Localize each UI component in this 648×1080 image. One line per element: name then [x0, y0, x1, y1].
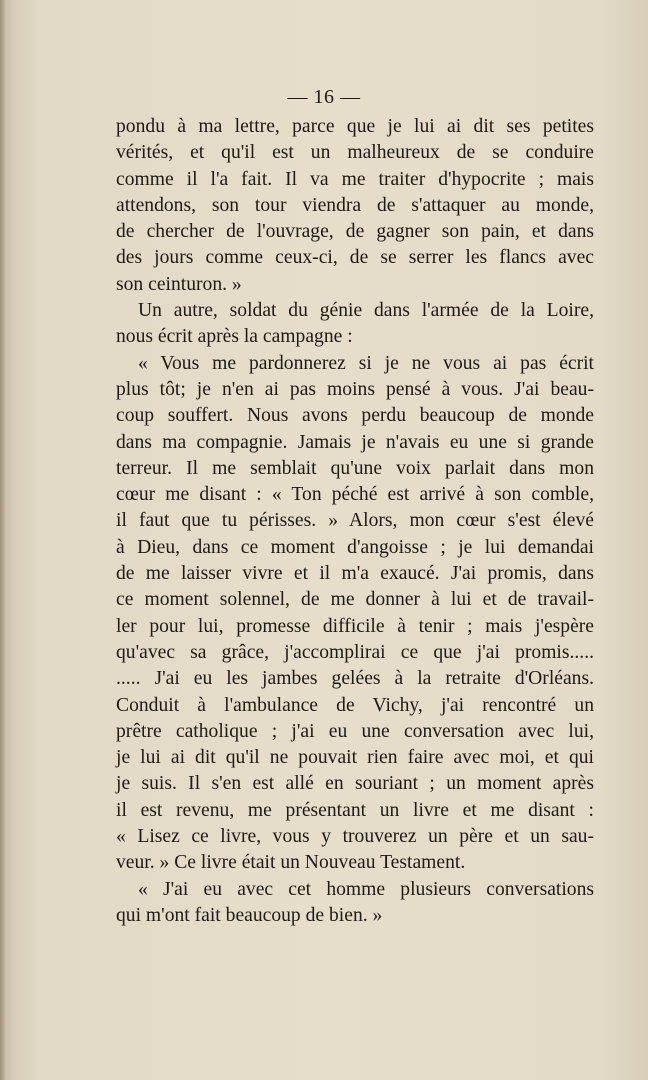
- text-line: il faut que tu périsses. » Alors, mon cœur s'est élevé: [116, 510, 594, 532]
- text-line: son ceinturon. »: [116, 273, 242, 295]
- text-line: qui m'ont fait beaucoup de bien. »: [116, 904, 383, 926]
- text-line: Conduit à l'ambulance de Vichy, j'ai rencontré un: [116, 694, 594, 716]
- text-line: je suis. Il s'en est allé en souriant ; un moment après: [116, 773, 594, 795]
- text-line: « Lisez ce livre, vous y trouverez un père et un sau-: [116, 826, 594, 848]
- text-line: Un autre, soldat du génie dans l'armée de la Loire,: [138, 300, 594, 322]
- text-line: coup souffert. Nous avons perdu beaucoup de monde: [116, 405, 594, 427]
- text-line: qu'avec sa grâce, j'accomplirai ce que j'ai promis.....: [116, 641, 594, 663]
- text-line: « Vous me pardonnerez si je ne vous ai pas écrit: [138, 352, 594, 374]
- text-line: ler pour lui, promesse difficile à tenir ; mais j'espère: [116, 615, 594, 637]
- text-line: comme il l'a fait. Il va me traiter d'hypocrite ; mais: [116, 168, 594, 190]
- text-line: ..... J'ai eu les jambes gelées à la retraite d'Orléans.: [116, 668, 594, 690]
- text-line: de chercher de l'ouvrage, de gagner son pain, et dans: [116, 221, 594, 243]
- text-line: attendons, son tour viendra de s'attaquer au monde,: [116, 194, 594, 216]
- text-line: terreur. Il me semblait qu'une voix parlait dans mon: [116, 457, 594, 479]
- text-line: je lui ai dit qu'il ne pouvait rien faire avec moi, et qui: [116, 747, 594, 769]
- text-line: vérités, et qu'il est un malheureux de se conduire: [116, 142, 594, 164]
- text-line: pondu à ma lettre, parce que je lui ai dit ses petites: [116, 116, 594, 137]
- text-line: des jours comme ceux-ci, de se serrer les flancs avec: [116, 247, 594, 269]
- text-line: prêtre catholique ; j'ai eu une conversation avec lui,: [116, 720, 594, 742]
- text-line: ce moment solennel, de me donner à lui et de travail-: [116, 589, 594, 611]
- text-line: nous écrit après la campagne :: [116, 326, 353, 348]
- text-line: il est revenu, me présentant un livre et me disant :: [116, 799, 594, 821]
- text-line: plus tôt; je n'en ai pas moins pensé à vous. J'ai beau-: [116, 378, 594, 400]
- text-line: dans ma compagnie. Jamais je n'avais eu une si grande: [116, 431, 594, 453]
- text-line: veur. » Ce livre était un Nouveau Testament.: [116, 852, 466, 874]
- text-line: cœur me disant : « Ton péché est arrivé à son comble,: [116, 484, 594, 506]
- text-line: de me laisser vivre et il m'a exaucé. J'ai promis, dans: [116, 563, 594, 585]
- page-number: — 16 —: [287, 86, 361, 108]
- text-line: « J'ai eu avec cet homme plusieurs conversations: [138, 878, 594, 900]
- text-line: à Dieu, dans ce moment d'angoisse ; je lui demandai: [116, 536, 594, 558]
- page-gutter-shadow: [0, 0, 6, 1080]
- body-text: [116, 114, 594, 929]
